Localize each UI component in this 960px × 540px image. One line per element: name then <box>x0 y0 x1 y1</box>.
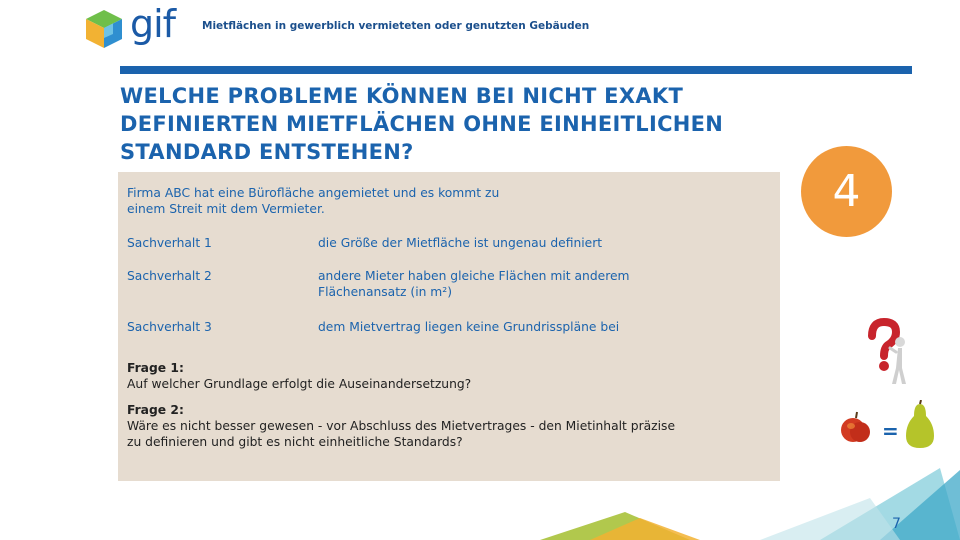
pear-icon <box>906 400 934 448</box>
question-figure-icon <box>862 318 912 388</box>
question-1-title: Frage 1: <box>127 361 184 375</box>
logo-cube-icon <box>84 8 124 50</box>
question-2-text-line-1: Wäre es nicht besser gewesen - vor Abschluss des Mietvertrages - den Mietinhalt präzise <box>127 419 676 433</box>
top-divider-bar <box>120 66 912 74</box>
apple-equals-pear <box>840 400 940 452</box>
gif-logo <box>84 2 184 52</box>
case-2-label: Sachverhalt 2 <box>127 269 212 283</box>
step-number-badge: 4 <box>801 146 892 237</box>
case-2-text-line-2: Flächenansatz (in m²) <box>318 285 453 299</box>
question-1-text: Auf welcher Grundlage erfolgt die Auseinandersetzung? <box>127 377 472 391</box>
case-1-text: die Größe der Mietfläche ist ungenau definiert <box>318 236 603 250</box>
equals-sign: = <box>882 419 899 443</box>
slide-title <box>120 82 840 166</box>
question-2-text-line-2: zu definieren und gibt es nicht einheitliche Standards? <box>127 435 463 449</box>
question-2-title: Frage 2: <box>127 403 184 417</box>
case-3-text: dem Mietvertrag liegen keine Grundrisspläne bei <box>318 320 620 334</box>
header-subtitle: Mietflächen in gewerblich vermieteten oder genutzten Gebäuden <box>202 20 590 32</box>
case-panel <box>118 172 780 481</box>
intro-line-2: einem Streit mit dem Vermieter. <box>127 202 325 216</box>
case-2-text-line-1: andere Mieter haben gleiche Flächen mit anderem <box>318 269 630 283</box>
apple-icon <box>841 412 870 442</box>
title-line-1: WELCHE PROBLEME KÖNNEN BEI NICHT EXAKT <box>120 84 684 108</box>
intro-line-1: Firma ABC hat eine Bürofläche angemietet und es kommt zu <box>127 186 500 200</box>
page-number: 7 <box>892 516 901 532</box>
title-line-3: STANDARD ENTSTEHEN? <box>120 140 414 164</box>
case-3-label: Sachverhalt 3 <box>127 320 212 334</box>
title-line-2: DEFINIERTEN MIETFLÄCHEN OHNE EINHEITLICHEN <box>120 112 724 136</box>
logo-text: gif <box>130 2 176 46</box>
case-1-label: Sachverhalt 1 <box>127 236 212 250</box>
